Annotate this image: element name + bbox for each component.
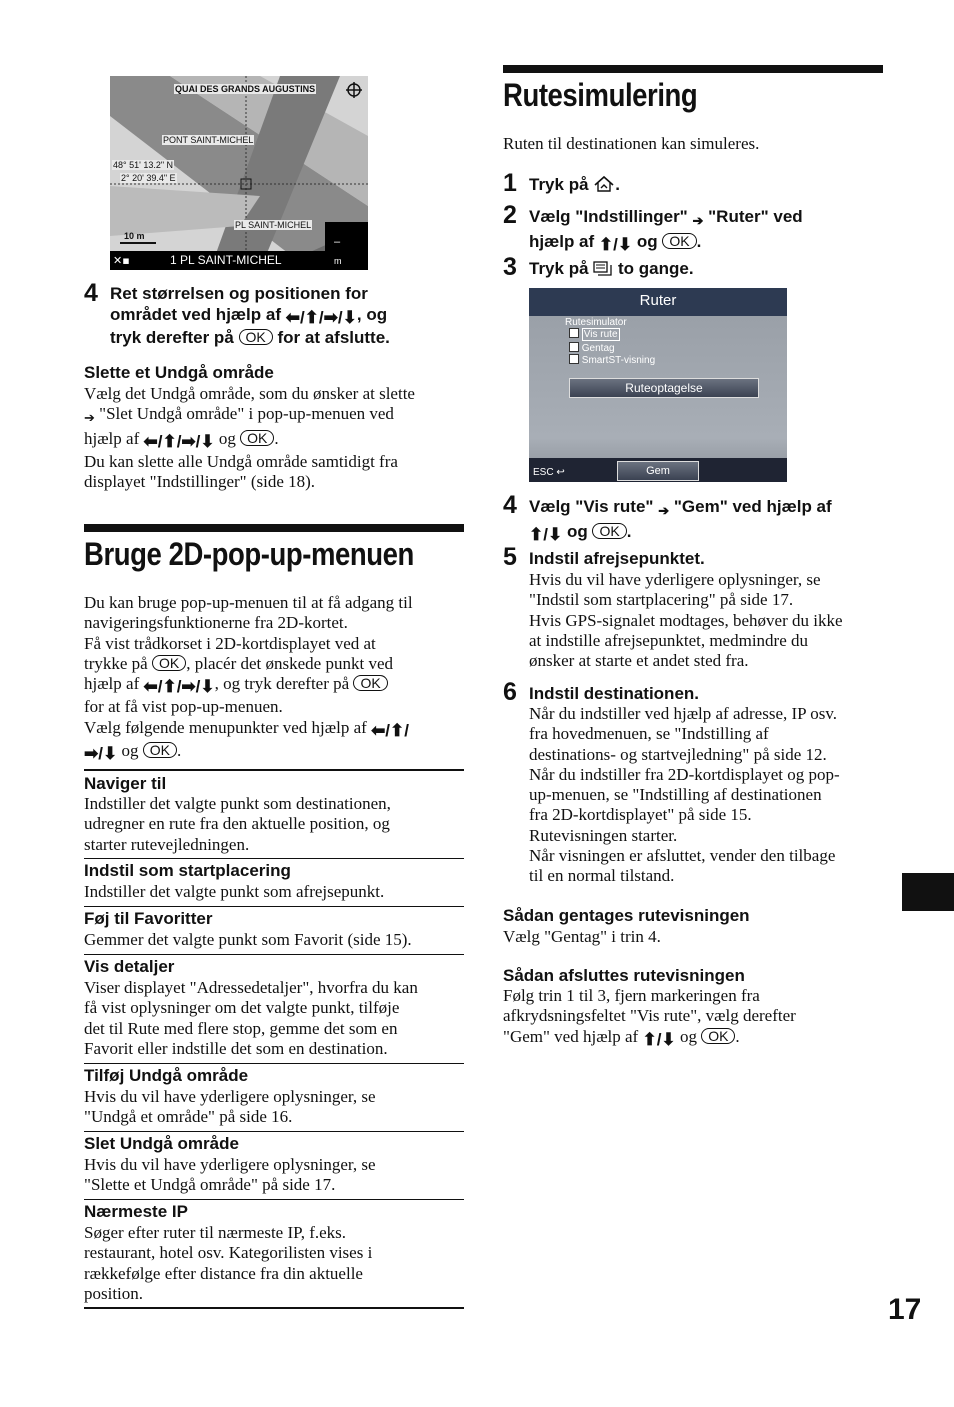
map-status-dash: – <box>334 236 341 248</box>
esc-label: ESC <box>533 467 554 478</box>
map-coord-lat: 48° 51' 13.2" N <box>113 160 174 170</box>
step-number: 2 <box>503 201 517 229</box>
text-line: . <box>626 521 632 541</box>
checkbox-icon[interactable] <box>569 328 579 338</box>
checkbox-icon[interactable] <box>569 342 579 352</box>
text-line: afkrydsningsfeltet "Vis rute", vælg derefter <box>503 1006 796 1026</box>
save-button[interactable]: Gem <box>617 461 699 481</box>
text-line: "Slette et Undgå område" på side 17. <box>84 1175 336 1195</box>
map-status-address: 1 PL SAINT-MICHEL <box>170 253 282 267</box>
text-line: hjælp af <box>529 231 595 251</box>
text-line: Tryk på <box>529 175 589 194</box>
text-line: ønsker at starte et andet sted fra. <box>529 651 749 671</box>
map-coord-lon: 2° 20' 39.4" E <box>121 173 176 183</box>
home-icon <box>593 175 615 199</box>
text-line: og <box>636 231 658 251</box>
step-title: Indstil destinationen. <box>529 684 700 703</box>
esc-button[interactable] <box>533 467 565 478</box>
checkbox-icon[interactable] <box>569 354 579 364</box>
text-line: hjælp af <box>84 674 140 694</box>
text-line: "Slet Undgå område" i pop-up-menuen ved <box>99 404 394 424</box>
text-line: position. <box>84 1283 144 1303</box>
text-line: det til Rute med flere stop, gemme det som en <box>84 1018 398 1038</box>
ok-button-icon: OK <box>239 329 273 345</box>
step-text <box>529 497 832 545</box>
text-line: displayet "Indstillinger" (side 18). <box>84 472 316 492</box>
menu-item-desc <box>84 882 384 902</box>
menu-item-desc <box>84 930 412 950</box>
back-arrow-icon: ↩ <box>556 467 565 478</box>
text-line: Hvis GPS-signalet modtages, behøver du ikke <box>529 610 843 630</box>
text-line: for at få vist pop-up-menuen. <box>84 697 283 717</box>
menu-item-title: Naviger til <box>84 774 167 793</box>
map-street-top: QUAI DES GRANDS AUGUSTINS <box>175 84 316 94</box>
text-line: "Gem" ved hjælp af <box>673 497 832 516</box>
step-text <box>529 259 694 283</box>
text-line: . <box>615 175 621 194</box>
menu-item-desc <box>84 1223 372 1304</box>
menu-item-title: Nærmeste IP <box>84 1202 188 1221</box>
popup-intro: Du kan bruge pop-up-menuen til at få adgang til navigeringsfunktionerne fra 2D-kortet. Få vist trådkorset i 2D-kortdisplayet ved at trykke på OK , placér det ønskede punkt ved hjælp af ⬅/⬆/➡/⬇, og tryk derefter på OK for at få vist pop-up-menuen. Vælg følgende menupunkter ved hjælp af ⬅/⬆/ ➡/⬇ og OK . <box>84 593 413 764</box>
chapter-tab <box>902 873 954 911</box>
step-number: 3 <box>503 253 517 281</box>
text-line: og <box>121 741 139 761</box>
menu-item-desc <box>84 1087 376 1128</box>
ok-button-icon: OK <box>701 1028 735 1044</box>
menu-item-title: Føj til Favoritter <box>84 909 213 928</box>
arrow-right-icon: ➔ <box>84 410 95 426</box>
step-number: 4 <box>503 491 517 519</box>
map-street-bottom: PL SAINT-MICHEL <box>235 220 312 230</box>
text-line: Du kan bruge pop-up-menuen til at få adgang til <box>84 593 413 612</box>
text-line: destinations- og startvejledning" på side 12. <box>529 744 827 764</box>
text-line: trykke på <box>84 653 148 673</box>
arrow-right-icon: ➔ <box>692 213 704 228</box>
left-step-number: 4 <box>84 279 98 307</box>
repeat-text: Vælg "Gentag" i trin 4. <box>503 927 661 946</box>
text-line: og <box>566 521 588 541</box>
route-intro: Ruten til destinationen kan simuleres. <box>503 134 760 153</box>
left-step-line: området ved hjælp af <box>110 304 281 324</box>
menu-item-desc <box>84 1155 376 1196</box>
table-rule <box>84 769 464 771</box>
step-number: 5 <box>503 543 517 571</box>
option-smartst[interactable] <box>569 354 655 366</box>
end-text: Følg trin 1 til 3, fjern markeringen fra afkrydsningsfeltet "Vis rute", vælg derefter "Gem" ved hjælp af ⬆/⬇ og OK . <box>503 986 796 1049</box>
text-line: Når du indstiller fra 2D-kortdisplayet og pop- <box>529 764 840 784</box>
table-divider <box>84 954 464 955</box>
step-title: Indstil afrejsepunktet. <box>529 549 705 568</box>
left-step-text <box>110 284 390 349</box>
left-step-line: for at afslutte. <box>277 328 390 347</box>
route-simulator-label: Rutesimulator <box>565 317 627 328</box>
map-scale: 10 m <box>124 231 145 241</box>
menu-item-title: Tilføj Undgå område <box>84 1066 249 1085</box>
menu-item-title: Slet Undgå område <box>84 1134 239 1153</box>
text-line: Rutevisningen starter. <box>529 825 678 845</box>
delete-area-title: Slette et Undgå område <box>84 363 274 382</box>
text-line: Vælg det Undgå område, som du ønsker at slette <box>84 384 415 403</box>
text-line: Gemmer det valgte punkt som Favorit (side 15). <box>84 930 412 949</box>
table-rule <box>84 1307 464 1309</box>
step-desc <box>529 570 843 671</box>
text-line: Indstiller det valgte punkt som destinationen, <box>84 794 391 813</box>
end-title: Sådan afsluttes rutevisningen <box>503 966 745 985</box>
satellite-icon: ✕▪ <box>113 254 130 267</box>
text-line: Viser displayet "Adressedetaljer", hvorfra du kan <box>84 978 418 997</box>
text-line: up-menuen, se "Indstilling af destinationen <box>529 785 822 805</box>
text-line: Hvis du vil have yderligere oplysninger, se <box>84 1087 376 1106</box>
step-text <box>529 207 803 255</box>
ok-button-icon: OK <box>152 655 186 671</box>
option-label: Gentag <box>581 343 615 354</box>
text-line: , og tryk derefter på <box>214 674 350 694</box>
step-number: 6 <box>503 678 517 706</box>
ok-button-icon: OK <box>592 523 626 539</box>
ok-button-icon: OK <box>240 430 274 446</box>
map-screenshot <box>110 76 368 270</box>
text-line: Vælg "Vis rute" <box>529 497 654 516</box>
table-divider <box>84 1131 464 1132</box>
table-divider <box>84 858 464 859</box>
arrow-up-down-icon: ⬆/⬇ <box>642 1029 676 1049</box>
text-line: Når visningen er afsluttet, vender den tilbage <box>529 846 836 866</box>
text-line: Vælg "Indstillinger" <box>529 207 688 226</box>
text-line: "Indstil som startplacering" på side 17. <box>529 590 794 610</box>
text-line: Følg trin 1 til 3, fjern markeringen fra <box>503 986 760 1005</box>
map-status-unit: m <box>334 256 342 266</box>
option-label: SmartST-visning <box>581 355 656 366</box>
text-line: udregner en rute fra den aktuelle position, og <box>84 814 390 834</box>
text-line: Hvis du vil have yderligere oplysninger, se <box>529 570 821 589</box>
option-show-route[interactable] <box>569 328 620 340</box>
option-label: Vis rute <box>583 329 618 340</box>
step-desc <box>529 704 840 887</box>
heading-rule <box>503 65 883 73</box>
text-line: at indstille afrejsepunktet, medmindre du <box>529 630 809 650</box>
heading-popup-menu: Bruge 2D-pop-up-menuen <box>84 536 414 572</box>
map-street-mid: PONT SAINT-MICHEL <box>163 135 254 145</box>
arrow-left-up-right-down-icon: ⬅/⬆/➡/⬇ <box>143 431 215 451</box>
text-line: Få vist trådkorset i 2D-kortdisplayet ved at <box>84 633 376 653</box>
menu-icon <box>593 261 613 283</box>
menu-item-title: Vis detaljer <box>84 957 175 976</box>
heading-rule <box>84 524 464 532</box>
menu-item-title: Indstil som startplacering <box>84 861 291 880</box>
text-line: få vist oplysninger om det valgte punkt, tilføje <box>84 998 400 1018</box>
arrow-right-icon: ➔ <box>658 503 670 518</box>
text-line: restaurant, hotel osv. Kategorilisten vises i <box>84 1243 373 1263</box>
text-line: to gange. <box>618 259 694 278</box>
text-line: Du kan slette alle Undgå område samtidigt fra <box>84 451 398 471</box>
text-line: . <box>696 231 702 251</box>
routes-screen <box>529 288 787 482</box>
delete-area-text: Vælg det Undgå område, som du ønsker at slette ➔ "Slet Undgå område" i pop-up-menuen ved hjælp af ⬅/⬆/➡/⬇ og OK . Du kan slette alle Undgå område samtidigt fra displayet "Indstillinger" (side 18). <box>84 384 415 492</box>
routes-screen-title: Ruter <box>639 292 677 309</box>
text-line: til en normal tilstand. <box>529 866 675 886</box>
text-line: Tryk på <box>529 259 589 278</box>
left-step-line: , og <box>356 304 388 324</box>
arrow-left-up-right-down-icon: ⬅/⬆/➡/⬇ <box>143 677 215 697</box>
text-line: fra hovedmenuen, se "Indstilling af <box>529 724 769 744</box>
heading-route-simulation: Rutesimulering <box>503 77 698 113</box>
ok-button-icon: OK <box>662 233 696 249</box>
text-line: Indstiller det valgte punkt som afrejsepunkt. <box>84 882 385 901</box>
arrow-left-up-icon: ⬅/⬆/ <box>371 720 409 740</box>
text-line: Når du indstiller ved hjælp af adresse, IP osv. <box>529 704 837 723</box>
arrow-up-down-icon: ⬆/⬇ <box>529 524 563 544</box>
menu-item-desc <box>84 978 418 1059</box>
text-line: "Gem" ved hjælp af <box>503 1026 639 1046</box>
table-divider <box>84 906 464 907</box>
arrow-up-down-icon: ⬆/⬇ <box>598 234 633 254</box>
menu-item-desc <box>84 794 391 855</box>
text-line: Hvis du vil have yderligere oplysninger, se <box>84 1155 376 1174</box>
left-step-line: tryk derefter på <box>110 328 234 347</box>
text-line: og <box>218 428 236 448</box>
text-line: Søger efter ruter til nærmeste IP, f.eks. <box>84 1223 347 1242</box>
text-line: "Undgå et område" på side 16. <box>84 1107 293 1127</box>
text-line: Vælg følgende menupunkter ved hjælp af <box>84 717 367 737</box>
table-divider <box>84 1063 464 1064</box>
arrow-left-up-right-down-icon: ⬅/⬆/➡/⬇ <box>285 307 357 327</box>
text-line: fra 2D-kortdisplayet" på side 15. <box>529 805 752 825</box>
table-divider <box>84 1199 464 1200</box>
repeat-title: Sådan gentages rutevisningen <box>503 906 750 925</box>
text-line: rækkefølge efter distance fra din aktuelle <box>84 1263 363 1283</box>
text-line: , placér det ønskede punkt ved <box>186 653 393 673</box>
ok-button-icon: OK <box>143 742 177 758</box>
text-line: hjælp af <box>84 428 140 448</box>
text-line: "Ruter" ved <box>708 207 803 226</box>
step-number: 1 <box>503 169 517 197</box>
step-text <box>529 175 620 199</box>
text-line: navigeringsfunktionerne fra 2D-kortet. <box>84 613 348 633</box>
text-line: starter rutevejledningen. <box>84 834 250 854</box>
arrow-right-down-icon: ➡/⬇ <box>84 744 118 764</box>
text-line: og <box>679 1026 697 1046</box>
left-step-line: Ret størrelsen og positionen for <box>110 284 368 303</box>
text-line: Favorit eller indstille det som en destination. <box>84 1038 388 1058</box>
route-recording-button[interactable]: Ruteoptagelse <box>569 378 759 398</box>
page-number: 17 <box>888 1293 922 1326</box>
ok-button-icon: OK <box>353 675 387 691</box>
option-repeat[interactable] <box>569 342 615 354</box>
